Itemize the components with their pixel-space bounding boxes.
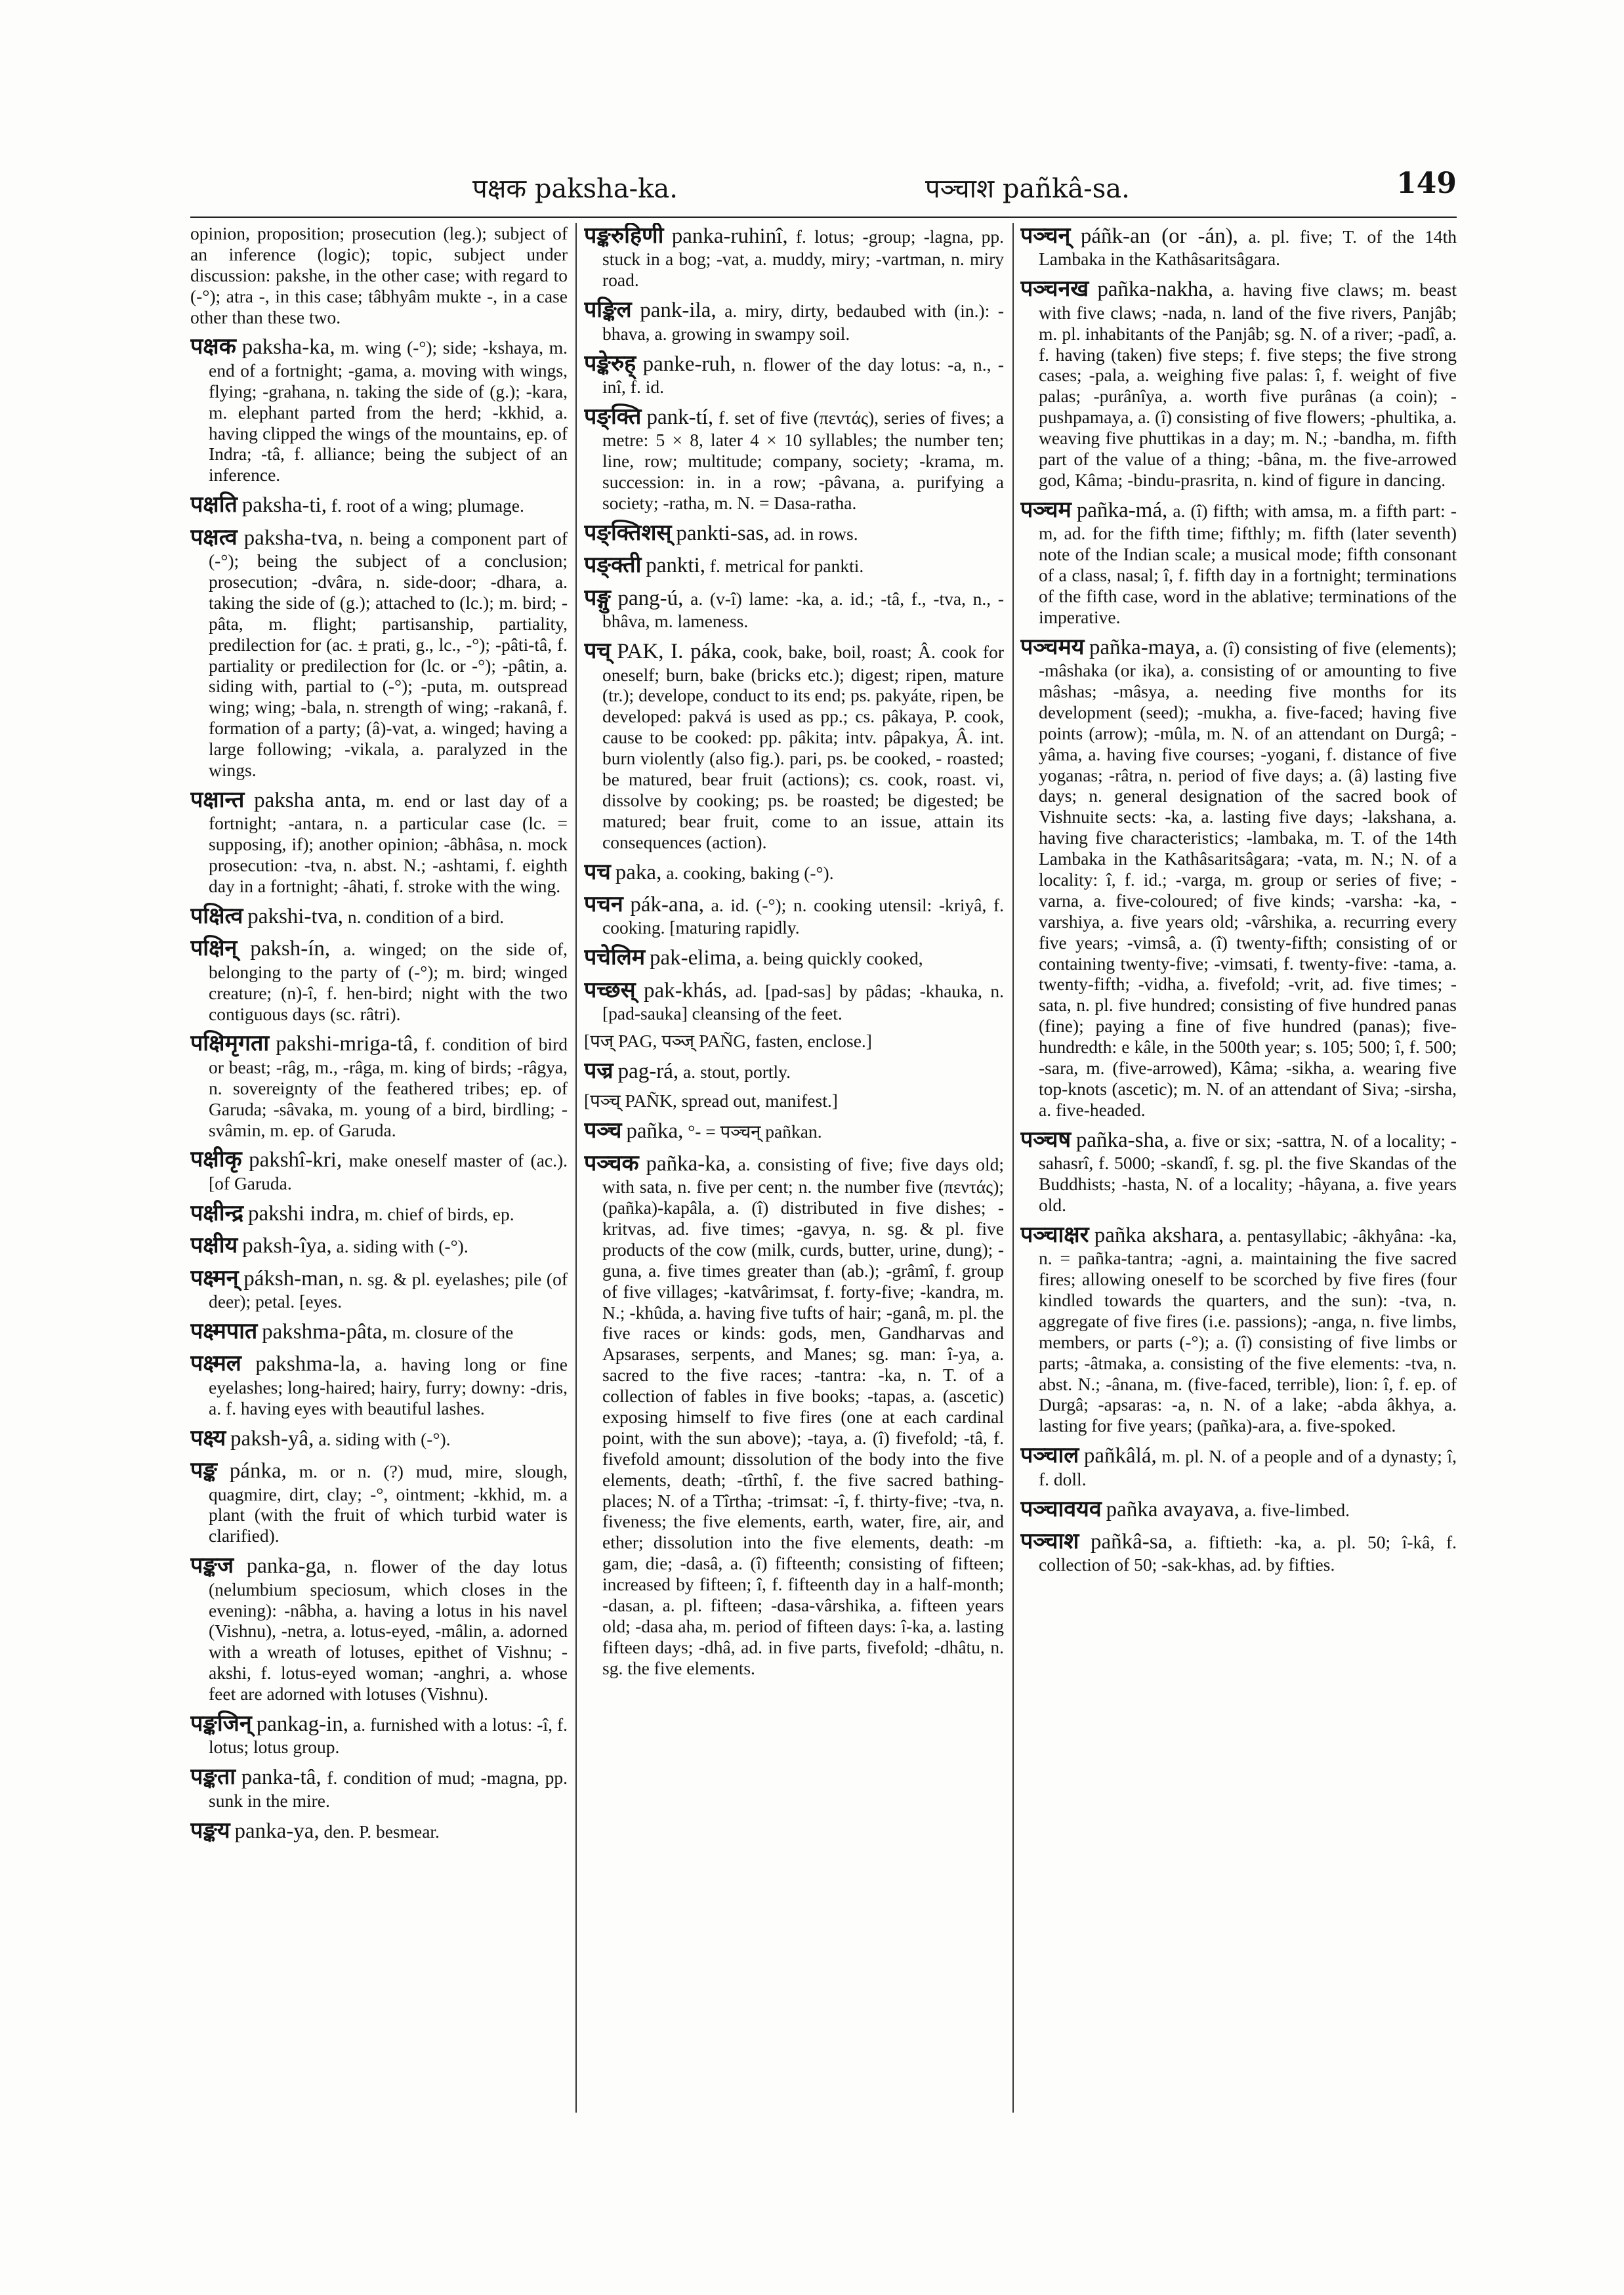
dictionary-entry [190, 787, 568, 897]
transliteration: pañka-maya, [1089, 635, 1201, 659]
headword: पक्ष्य [190, 1424, 226, 1451]
transliteration: pañka avayava, [1106, 1497, 1240, 1521]
headword: पक्षान्त [190, 786, 245, 813]
transliteration: PAK, I. páka, [617, 640, 737, 664]
dictionary-entry [190, 1764, 568, 1811]
transliteration: pank-ila, [640, 299, 717, 323]
transliteration: panka-ya, [234, 1819, 320, 1843]
headword: पङ्क्ति [584, 403, 642, 430]
headword: पञ्चम [1020, 496, 1072, 523]
transliteration: pañka-má, [1076, 498, 1168, 522]
headword: पञ्चाश [1020, 1528, 1079, 1555]
definition: a. siding with (-°). [318, 1428, 451, 1449]
definition: a. miry, dirty, bedaubed with (in.): -bhava, a. growing in swampy soil. [602, 300, 1004, 344]
dictionary-entry [190, 1426, 568, 1451]
transliteration: paksh-îya, [242, 1234, 332, 1258]
definition: a. cooking, baking (-°). [666, 862, 834, 883]
dictionary-entry [190, 1553, 568, 1705]
transliteration: pañkâ-sa, [1091, 1530, 1173, 1554]
definition: f. root of a wing; plumage. [331, 495, 524, 516]
dictionary-entry [1020, 223, 1457, 270]
dictionary-entry [584, 1090, 1004, 1111]
transliteration: pañkâlá, [1083, 1444, 1157, 1468]
dictionary-entry [1020, 1127, 1457, 1216]
definition: m. wing (-°); side; -kshaya, m. end of a fortnight; -gama, a. moving with wings, flying; -grahana, n. taking the side of (g.); -kara, m. elephant parted from the herd; -kkhid, a. having clipped the wings of the mountains, ep. of Indra; -tâ, f. alliance; being the subject of an inference. [209, 337, 568, 486]
headword: पक्षीन्द्र [190, 1199, 244, 1226]
headword: पक्षिन् [190, 935, 238, 962]
headword: पक्षिमृगता [190, 1030, 270, 1057]
dictionary-entry [584, 585, 1004, 632]
headword: पचेलिम [584, 944, 646, 971]
definition: make oneself master of (ac.). [of Garuda. [209, 1150, 568, 1193]
transliteration: pañka, [626, 1119, 684, 1144]
dictionary-entry [1020, 1529, 1457, 1575]
definition: a. siding with (-°). [336, 1236, 468, 1257]
definition: a. five or six; -sattra, N. of a locality; -sahasrî, f. 5000; -skandî, f. sg. pl. the five Skandas of the Buddhists; -hasta, N. of a locality; -hâyana, a. five years old. [1039, 1130, 1457, 1215]
dictionary-entry [190, 492, 568, 518]
headword: पङ्करुहिणी [584, 223, 664, 249]
column-2 [584, 223, 1004, 2178]
headword: पञ्चन् [1020, 223, 1071, 249]
dictionary-entry [190, 1458, 568, 1546]
definition: n. flower of the day lotus: -a, n., -inî, f. id. [602, 354, 1004, 397]
dictionary-entry [1020, 497, 1457, 628]
headword: पङ्क्ती [584, 552, 642, 579]
dictionary-entry [584, 351, 1004, 398]
headword: पङ्किल [584, 297, 632, 323]
running-head-center: पञ्चाश pañkâ-sa. [925, 174, 1130, 204]
column-3 [1020, 223, 1457, 2178]
transliteration: páksh-man, [243, 1266, 344, 1291]
dictionary-entry [190, 1201, 568, 1226]
transliteration: pañka-sha, [1075, 1128, 1169, 1152]
transliteration: paksh-ín, [250, 937, 331, 961]
dictionary-entry [190, 936, 568, 1024]
definition: a. id. (-°); n. cooking utensil: -kriyâ, f. cooking. [maturing rapidly. [602, 894, 1004, 938]
dictionary-entry [190, 1319, 568, 1344]
definition: a. (î) consisting of five (elements); -mâshaka (or ika), a. consisting of or amounting to five mâshas; -mâsya, a. needing five months for its development (seed); -mukha, a. five-faced; having five points (arrow); -mûla, m. N. of an attendant on Durgâ; -yâma, a. having five courses; -yogani, f. distance of five yoganas; -râtra, n. period of five days; a. (â) lasting five days; n. general designation of the sacred book of Vishnuite sects: -ka, a. lasting five days; -lakshana, a. having five characteristics; -lambaka, m. T. of the 14th Lambaka in the Kathâsaritsâgara; -vata, m. N.; N. of a locality: î, f. id.; -varga, m. group or series of five; -varna, a. five-coloured; of five kinds; -varsha: -ka, -varshiya, a. five years old; -vârshika, a. recurring every five years; -vimsâ, a. (î) twenty-fifth; consisting of or containing twenty-five; -vimsati, f. twenty-five: -tama, a. twenty-fifth; -vidha, a. fivefold; -vrit, ad. five times; -sata, n. pl. five hundred; consisting of five hundred panas (fine); paying a fine of five hundred (panas); five-hundredth: e kâle, in the 500th year; s. 105; 500; î, f. 500; -sara, m. (five-arrowed), Kâma; -sikha, a. wearing five top-knots (ascetic); m. N. of an attendant of Siva; -sirsha, a. five-headed. [1039, 637, 1457, 1120]
dictionary-entry [190, 334, 568, 486]
dictionary-entry [1020, 634, 1457, 1121]
dictionary-entry [190, 223, 568, 327]
transliteration: paksha-ti, [241, 493, 327, 518]
transliteration: paksha-ka, [241, 335, 335, 360]
transliteration: pankag-in, [256, 1712, 348, 1736]
definition: f. metrical for pankti. [709, 556, 864, 577]
headword: पञ्चाक्षर [1020, 1221, 1089, 1248]
definition: ad. in rows. [774, 523, 858, 544]
definition: a. winged; on the side of, belonging to the party of (-°); m. bird; winged creature; (n)-î, f. hen-bird; night with the two contiguous days (sc. râtri). [209, 939, 568, 1024]
dictionary-entry [190, 1266, 568, 1312]
transliteration: pakshî-kri, [249, 1148, 343, 1172]
dictionary-entry [190, 1233, 568, 1258]
definition: a. furnished with a lotus: -î, f. lotus; lotus group. [209, 1714, 568, 1758]
definition: m. end or last day of a fortnight; -antara, n. a particular case (lc. = supposing, if); another opinion; -âbhâsa, n. mock prosecution: -tva, n. abst. N.; -ashtami, f. eighth day in a fortnight; -âhati, f. stroke with the wing. [209, 790, 568, 897]
definition: opinion, proposition; prosecution (leg.); subject of an inference (logic); topic, subject under discussion: pakshe, in the other case; with regard to (-°); atra -, in this case; tâbhyâm mukte -, in a case other than these two. [190, 223, 568, 327]
dictionary-entry [190, 1147, 568, 1193]
headword: पच [584, 858, 611, 885]
transliteration: pakshi-mriga-tâ, [276, 1032, 419, 1056]
definition: a. fiftieth: -ka, a. pl. 50; î-kâ, f. collection of 50; -sak-khas, ad. by fifties. [1039, 1532, 1457, 1575]
definition: [पज् PAG, पञ्ज् PAÑG, fasten, enclose.] [584, 1031, 872, 1052]
transliteration: paksha-tva, [243, 526, 343, 550]
column-divider [1012, 223, 1014, 2113]
definition: a. having long or fine eyelashes; long-haired; hairy, furry; downy: -dris, a. f. having eyes with beautiful lashes. [209, 1354, 568, 1418]
headword: पक्ष्मन् [190, 1264, 239, 1291]
transliteration: pankti-sas, [676, 521, 770, 545]
dictionary-entry [584, 1031, 1004, 1052]
definition: m. or n. (?) mud, mire, slough, quagmire, dirt, clay; -°, ointment; -kkhid, m. a plant (with the fruit of which turbid water is clarified). [209, 1461, 568, 1546]
transliteration: panka-tâ, [241, 1766, 322, 1790]
dictionary-entry [1020, 1497, 1457, 1522]
definition: f. condition of mud; -magna, pp. sunk in the mire. [209, 1768, 568, 1811]
dictionary-entry [584, 297, 1004, 344]
dictionary-entry [190, 1031, 568, 1140]
headword: पङ्क्तिशस् [584, 519, 672, 546]
transliteration: pakshma-pâta, [262, 1319, 388, 1344]
dictionary-entry [190, 525, 568, 781]
definition: a. pl. five; T. of the 14th Lambaka in the Kathâsaritsâgara. [1039, 226, 1457, 270]
transliteration: paka, [615, 860, 662, 884]
definition: n. being a component part of (-°); being the subject of a conclusion; prosecution; -dvâra, n. side-door; -dhara, a. taking the side of (g.); attached to (lc.); m. bird; -pâta, m. flight; partisanship, partiality, predilection for (ac. ± prati, g., lc., -°); -pâti-tâ, f. partiality or predilection for (lc. or -°); -pâtin, a. siding with, partial to (-°); -puta, m. outspread wing; wing; -bala, n. strength of wing; -rakanâ, f. formation of a party; (â)-vat, a. winged; having a large following; -vikala, a. paralyzed in the wings. [209, 527, 568, 781]
headword: पक्षत्व [190, 524, 238, 550]
transliteration: pañka-ka, [646, 1151, 731, 1176]
definition: m. chief of birds, ep. [364, 1203, 514, 1224]
headword: पञ्चावयव [1020, 1495, 1102, 1522]
headword: पक्षक [190, 333, 236, 360]
transliteration: pak-elima, [649, 946, 742, 970]
transliteration: pak-khás, [644, 978, 728, 1003]
headword: पचन [584, 890, 623, 917]
dictionary-entry [190, 1818, 568, 1844]
headword: पङ्कज [190, 1552, 234, 1579]
dictionary-entry [584, 404, 1004, 514]
transliteration: paksha anta, [254, 788, 367, 812]
definition: a. five-limbed. [1243, 1499, 1350, 1520]
transliteration: paksh-yâ, [230, 1426, 314, 1451]
transliteration: pakshma-la, [255, 1352, 361, 1376]
page-header [190, 164, 1457, 210]
definition: a. consisting of five; five days old; with sata, n. five per cent; n. the number five (πεντάς); (pañka)-kapâla, a. (î) distributed in five dishes; -kritvas, ad. five times; -gavya, n. sg. & pl. five products of the cow (milk, curds, butter, urine, dung); -guna, a. five times greater than (ab.); -grâmî, f. group of five villages; -katvârimsat, f. forty-five; -kandra, m. N.; -khûda, a. having five tufts of hair; -ganâ, m. pl. the five races or kinds: gods, men, Gandharvas and Apsarases, serpents, and Manes; sg. man: î-ya, a. sacred to the five races; -tantra: -ka, n. T. of a collection of fables in five books; -tapas, a. (ascetic) exposing himself to five fires (one at each cardinal point, with the sun above); -taya, a. (î) fivefold; -tâ, f. fivefold amount; dissolution of the body into the five elements, death; -tîrthî, f. the five sacred bathing-places; N. of a Tîrtha; -trimsat: -î, f. thirty-five; -tva, n. fiveness; the five elements, earth, water, fire, air, and ether; dissolution into the five elements, death: -m gam, die; -dasâ, a. (î) fifteenth; consisting of fifteen; increased by fifteen; î, f. fifteenth day in a half-month; -dasan, a. pl. fifteen; -dasa-vârshika, a. fifteen years old; -dasa aha, m. period of fifteen days: î-ka, a. lasting fifteen days; -dhâ, ad. in five parts, fivefold; -dhâtu, n. sg. the five elements. [602, 1153, 1004, 1678]
headword: पच्छस् [584, 976, 636, 1003]
definition: a. having five claws; m. beast with five claws; -nada, n. land of the five rivers, Panjâb; m. pl. inhabitants of the Panjâb; sg. N. of a river; -padî, a. f. having (taken) five steps; f. five steps; the five strong cases; -pala, a. weighing five palas: î, f. weight of five palas; -purânîya, a. worth five purânas (a coin); -pushpamaya, a. (î) consisting of five flowers; -phultika, a. weaving five phuttikas in a day; m. N.; -bandha, m. fifth part of the value of a thing; -bâna, m. the five-arrowed god, Kâma; -bindu-prasrita, n. kind of figure in dancing. [1039, 279, 1457, 490]
definition: °- = पञ्चन् pañkan. [688, 1121, 822, 1142]
dictionary-entry [190, 1711, 568, 1758]
dictionary-entry [1020, 1443, 1457, 1489]
definition: n. condition of a bird. [347, 906, 505, 927]
headword: पक्षित्व [190, 902, 243, 929]
transliteration: panke-ruh, [642, 352, 736, 376]
dictionary-entry [1020, 1222, 1457, 1436]
definition: n. flower of the day lotus (nelumbium speciosum, which closes in the evening): -nâbha, a. having a lotus in his navel (Vishnu), -netra, a. lotus-eyed, -mâlin, a. adorned with a wreath of lotuses, epithet of Vishnu; -akshi, f. lotus-eyed woman; -anghri, a. whose feet are adorned with lotuses (Vishnu). [209, 1556, 568, 1705]
definition: f. set of five (πεντάς), series of fives; a metre: 5 × 8, later 4 × 10 syllables; the number ten; line, row; multitude; company, society; -krama, m. succession: in. in a row; -pâvana, a. purifying a society; -ratha, m. N. = Dasa-ratha. [602, 407, 1004, 513]
definition: a. pentasyllabic; -âkhyâna: -ka, n. = pañka-tantra; -agni, a. maintaining the five sacred fires; allowing oneself to be scorched by five fires (four kindled towards the quarters, and the sun): -tva, n. aggregate of five fires (i.e. passions); -anga, n. five limbs, members, or parts (-°); a. (î) consisting of five limbs or parts; -âtmaka, a. consisting of the five elements: -tva, n. abst. N.; -ânana, m. (five-faced, terrible), lion: î, f. ep. of Durgâ; -apsaras: -a, n. N. of a lake; -abda âkhya, a. lasting for five years; (pañka)-ara, a. five-spoked. [1039, 1225, 1457, 1436]
dictionary-entry [584, 1118, 1004, 1144]
definition: a. stout, portly. [683, 1061, 791, 1082]
headword: पङ्कय [190, 1817, 230, 1844]
dictionary-entry [190, 903, 568, 929]
transliteration: pakshi indra, [247, 1201, 360, 1226]
headword: पञ्च [584, 1117, 622, 1144]
dictionary-entry [584, 892, 1004, 938]
definition: n. sg. & pl. eyelashes; pile (of deer); petal. [eyes. [209, 1268, 568, 1312]
transliteration: panka-ruhinî, [671, 224, 788, 248]
dictionary-entry [190, 1351, 568, 1418]
page-number: 149 [1396, 167, 1457, 200]
headword: पङ्केरुह् [584, 350, 636, 377]
transliteration: pakshi-tva, [247, 904, 344, 928]
dictionary-entry [584, 945, 1004, 970]
definition: m. closure of the [392, 1321, 514, 1342]
transliteration: páñk-an (or -án), [1080, 224, 1238, 248]
dictionary-entry [584, 638, 1004, 852]
definition: f. lotus; -group; -lagna, pp. stuck in a bog; -vat, a. muddy, miry; -vartman, n. miry road. [602, 226, 1004, 291]
transliteration: pák-ana, [630, 892, 705, 917]
definition: a. (v-î) lame: -ka, a. id.; -tâ, f., -tva, n., -bhâva, m. lameness. [602, 588, 1004, 632]
headword: पङ्कजिन् [190, 1710, 252, 1737]
header-rule [190, 217, 1457, 218]
headword: पञ्चमय [1020, 633, 1085, 660]
dictionary-entry [584, 978, 1004, 1024]
headword: पक्षीकृ [190, 1146, 242, 1173]
column-divider [575, 223, 577, 2113]
running-head-left: पक्षक paksha-ka. [472, 174, 678, 204]
transliteration: panka-ga, [246, 1554, 331, 1579]
transliteration: pánka, [229, 1459, 287, 1483]
headword: पङ्गु [584, 584, 611, 611]
dictionary-entry [584, 552, 1004, 578]
headword: पङ्कता [190, 1764, 236, 1790]
transliteration: pang-ú, [617, 586, 684, 610]
transliteration: pañka-nakha, [1097, 278, 1214, 302]
headword: पक्ष्मल [190, 1350, 241, 1377]
headword: पङ्क [190, 1457, 217, 1484]
definition: f. condition of bird or beast; -râg, m., -râga, m. king of birds; -râgya, n. sovereignty of the feathered tribes; ep. of Garuda; -sâvaka, m. young of a bird, birdling; -svâmin, m. ep. of Garuda. [209, 1034, 568, 1140]
headword: पञ्चाल [1020, 1442, 1079, 1469]
headword: पक्ष्मपात [190, 1317, 258, 1344]
dictionary-entry [1020, 276, 1457, 490]
definition: den. P. besmear. [323, 1821, 440, 1842]
definition: ad. [pad-sas] by pâdas; -khauka, n. [pad-sauka] cleansing of the feet. [602, 980, 1004, 1024]
dictionary-entry [584, 1151, 1004, 1679]
headword: पच् [584, 638, 611, 665]
transliteration: pankti, [646, 554, 705, 578]
headword: पञ्चष [1020, 1126, 1072, 1153]
definition: cook, bake, boil, roast; Â. cook for oneself; burn, bake (bricks etc.); digest; ripen, mature (tr.); develope, conduct to its end; ps. pakyáte, ripen, be developed: pakvá is used as pp.; cs. pâkaya, P. cook, cause to be cooked: pp. pâkita; intv. pâpakya, Â. int. burn violently (also fig.). pari, ps. be cooked, - roasted; be matured, bear fruit (actions); cs. cook, roast. vi, dissolve by cooking; ps. be roasted; be digested; be matured; bear fruit, come to an issue, attain its consequences (action). [602, 642, 1004, 852]
definition: a. being quickly cooked, [746, 948, 923, 969]
definition: m. pl. N. of a people and of a dynasty; î, f. doll. [1039, 1446, 1457, 1489]
column-1 [190, 223, 568, 2178]
dictionary-entry [584, 1058, 1004, 1084]
transliteration: pañka akshara, [1094, 1223, 1224, 1247]
definition: a. (î) fifth; with amsa, m. a fifth part: -m, ad. for the fifth time; fifthly; m. fifth (later seventh) note of the Indian scale; a musical mode; fifth consonant of a class, nasal; î, f. fifth day in a fortnight; terminations of the fifth case, word in the ablative; terminations of the imperative. [1039, 500, 1457, 627]
headword: पञ्चक [584, 1149, 639, 1176]
transliteration: pag-rá, [617, 1059, 679, 1083]
headword: पक्षीय [190, 1232, 238, 1259]
dictionary-entry [584, 859, 1004, 885]
definition: [पञ्च् PAÑK, spread out, manifest.] [584, 1090, 838, 1111]
transliteration: pank-tí, [646, 405, 714, 429]
headword: पक्षति [190, 491, 238, 518]
headword: पज्र [584, 1057, 614, 1084]
dictionary-entry [584, 223, 1004, 291]
headword: पञ्चनख [1020, 276, 1089, 302]
dictionary-entry [584, 520, 1004, 546]
